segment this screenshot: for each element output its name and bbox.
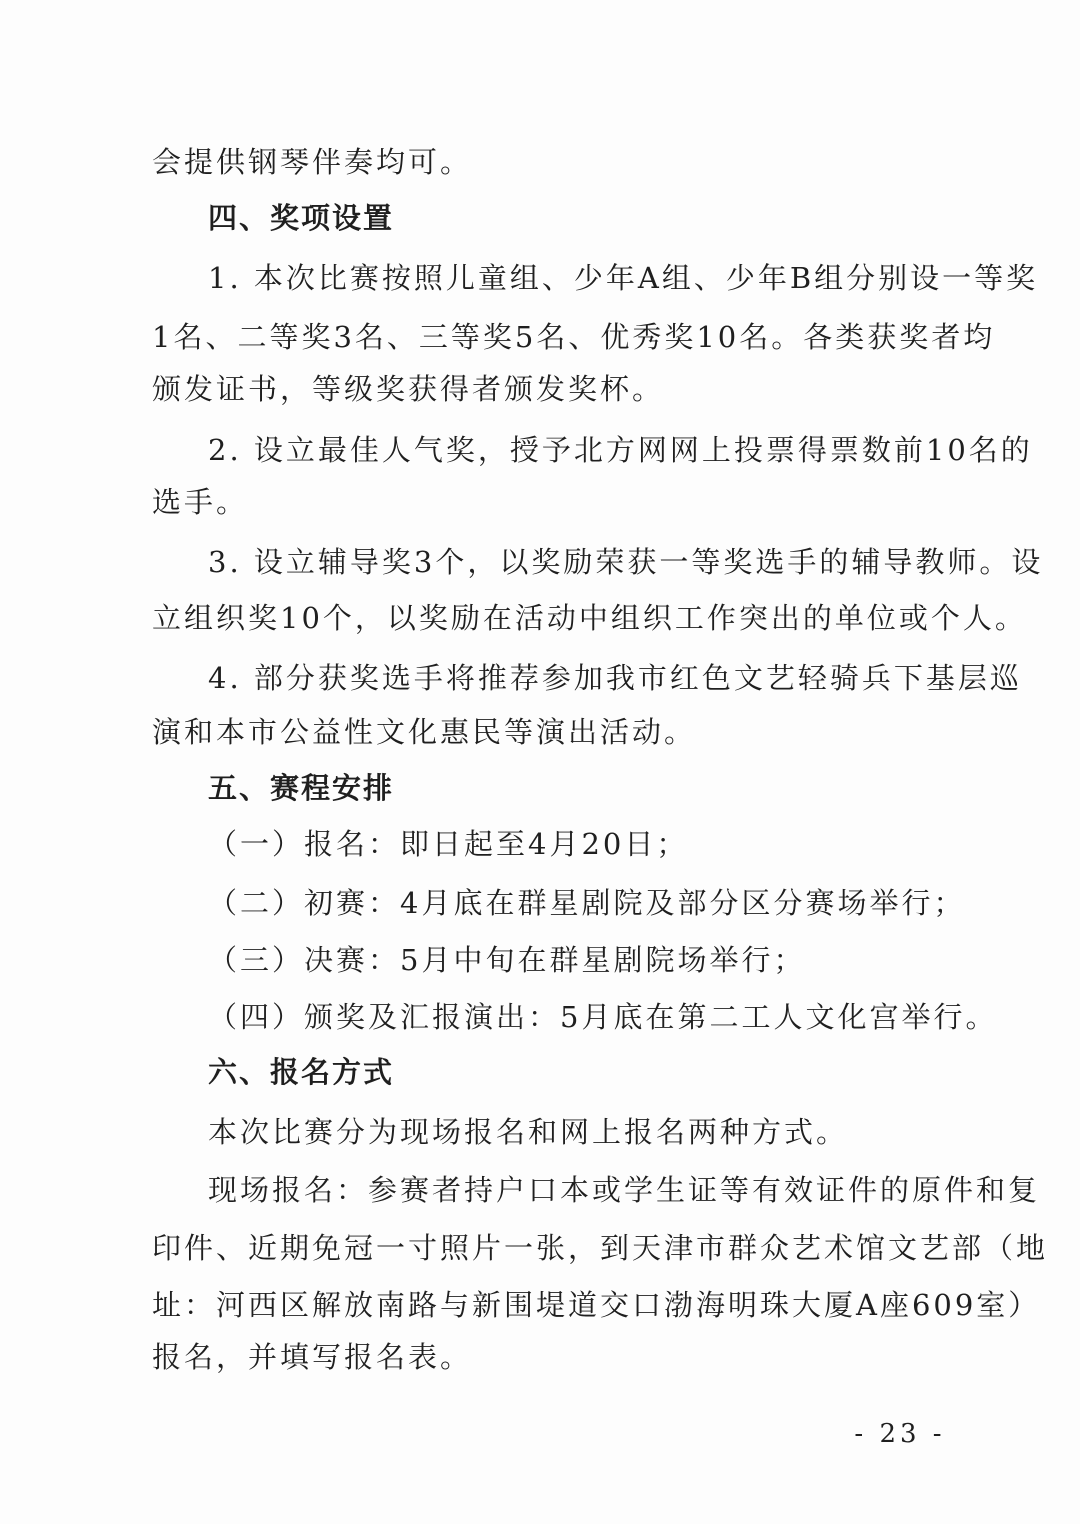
paragraph-line: 现场报名：参赛者持户口本或学生证等有效证件的原件和复 (208, 1173, 1041, 1207)
paragraph-line: 址：河西区解放南路与新围堤道交口渤海明珠大厦A座609室） (152, 1288, 1041, 1322)
paragraph-line: 印件、近期免冠一寸照片一张，到天津市群众艺术馆文艺部（地 (152, 1231, 1049, 1265)
paragraph-line: 会提供钢琴伴奏均可。 (152, 145, 473, 179)
paragraph-line: 3. 设立辅导奖3个，以奖励荣获一等奖选手的辅导教师。设 (208, 545, 1044, 579)
paragraph-line: 2. 设立最佳人气奖，授予北方网网上投票得票数前10名的 (208, 433, 1033, 467)
paragraph-line: 选手。 (152, 485, 249, 519)
schedule-item-final: （三）决赛：5月中旬在群星剧院场举行； (208, 943, 806, 977)
paragraph-line: 1. 本次比赛按照儿童组、少年A组、少年B组分别设一等奖 (208, 261, 1039, 295)
paragraph-line: 立组织奖10个，以奖励在活动中组织工作突出的单位或个人。 (152, 601, 1027, 635)
schedule-item-ceremony: （四）颁奖及汇报演出：5月底在第二工人文化宫举行。 (208, 1000, 998, 1034)
paragraph-line: 报名，并填写报名表。 (152, 1340, 473, 1374)
page-number: - 23 - (854, 1419, 946, 1449)
section-heading-awards: 四、奖项设置 (208, 201, 395, 235)
paragraph-line: 演和本市公益性文化惠民等演出活动。 (152, 715, 697, 749)
paragraph-line: 本次比赛分为现场报名和网上报名两种方式。 (208, 1115, 849, 1149)
section-heading-schedule: 五、赛程安排 (208, 771, 395, 805)
schedule-item-preliminary: （二）初赛：4月底在群星剧院及部分区分赛场举行； (208, 886, 966, 920)
schedule-item-registration: （一）报名：即日起至4月20日； (208, 827, 689, 861)
paragraph-line: 颁发证书，等级奖获得者颁发奖杯。 (152, 372, 665, 406)
paragraph-line: 4. 部分获奖选手将推荐参加我市红色文艺轻骑兵下基层巡 (208, 661, 1022, 695)
paragraph-line: 1名、二等奖3名、三等奖5名、优秀奖10名。各类获奖者均 (152, 320, 996, 354)
section-heading-registration: 六、报名方式 (208, 1055, 395, 1089)
